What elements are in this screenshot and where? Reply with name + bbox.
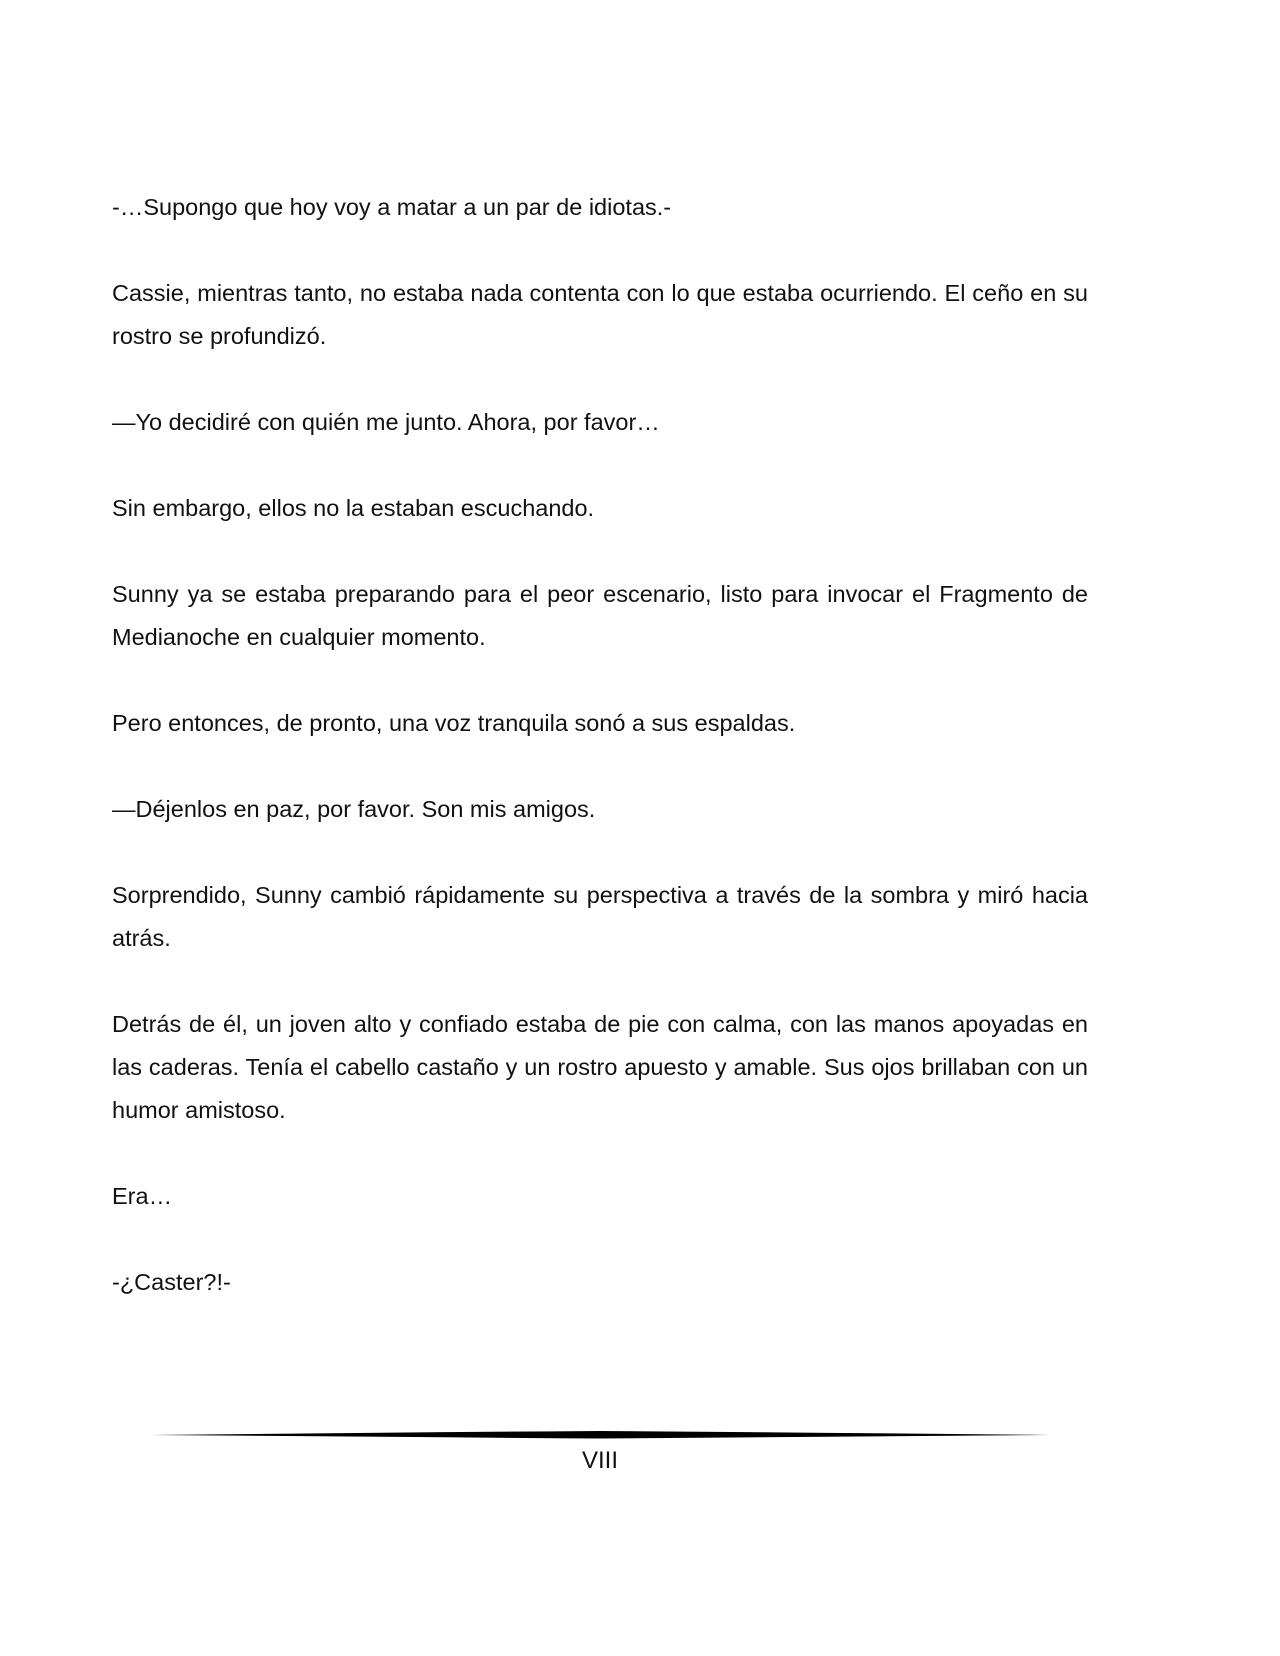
paragraph-3: —Yo decidiré con quién me junto. Ahora, por favor… [112, 409, 660, 435]
paragraph-6: Pero entonces, de pronto, una voz tranquila sonó a sus espaldas. [112, 710, 796, 736]
paragraph-7: —Déjenlos en paz, por favor. Son mis amigos. [112, 796, 596, 822]
body-text [112, 186, 1088, 1347]
paragraph-1: -…Supongo que hoy voy a matar a un par de idiotas.- [112, 194, 672, 220]
paragraph-4: Sin embargo, ellos no la estaban escuchando. [112, 495, 595, 521]
page-number: VIII [581, 1447, 618, 1474]
divider-swash [150, 1431, 1050, 1439]
paragraph-9: Detrás de él, un joven alto y confiado estaba de pie con calma, con las manos apoyadas en las caderas. Tenía el cabello castaño y un rostro apuesto y amable. Sus ojos brillaban con un humor amistoso. [112, 1011, 1088, 1123]
paragraph-11: -¿Caster?!- [112, 1269, 231, 1295]
paragraph-10: Era… [112, 1183, 173, 1209]
paragraph-2: Cassie, mientras tanto, no estaba nada contenta con lo que estaba ocurriendo. El ceño en su rostro se profundizó. [112, 280, 1088, 349]
paragraph-8: Sorprendido, Sunny cambió rápidamente su perspectiva a través de la sombra y miró hacia atrás. [112, 882, 1088, 951]
paragraph-5: Sunny ya se estaba preparando para el peor escenario, listo para invocar el Fragmento de Medianoche en cualquier momento. [112, 581, 1088, 650]
footer-divider [150, 1428, 1050, 1442]
